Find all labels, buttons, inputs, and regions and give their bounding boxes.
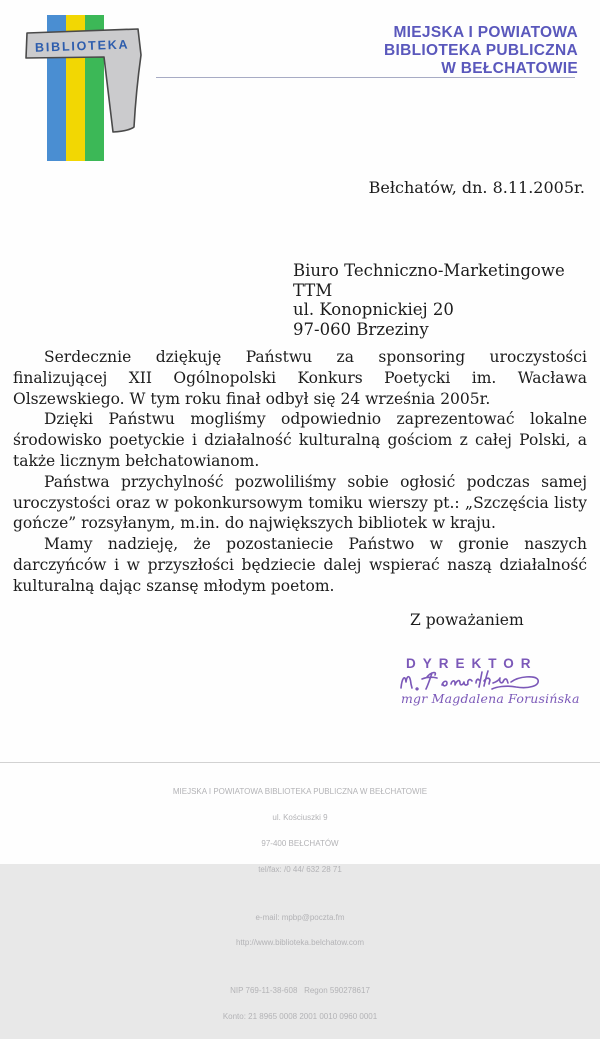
dateline: Bełchatów, dn. 8.11.2005r. [368,178,585,197]
header-org-line-3: W BEŁCHATOWIE [441,60,578,77]
footer-org: MIEJSKA I POWIATOWA BIBLIOTEKA PUBLICZNA W BEŁCHATOWIE [172,787,428,797]
header-divider-line [156,77,575,78]
footer-website: http://www.biblioteka.belchatow.com [235,938,365,948]
stamp-director-name: mgr Magdalena Forusińska [401,691,580,706]
recipient-city: 97-060 Brzeziny [293,319,429,339]
library-logo [0,0,160,175]
footer-email: e-mail: mpbp@poczta.fm [255,912,345,922]
footer-contact-block [0,771,600,1039]
stamp-director-title: DYREKTOR [406,656,538,671]
paragraph-2: Dzięki Państwu mogliśmy odpowiednio zaprezentować lokalne środowisko poetyckie i działalność kulturalną gościom z całej Polski, a także licznym bełchatowianom. [13,410,587,470]
letter-body [13,347,587,597]
logo-biblioteka-label: BIBLIOTEKA [34,37,130,55]
footer-tax-ids: NIP 769-11-38-608 Regon 590278617 [230,986,370,996]
footer-city: 97-400 BEŁCHATÓW [261,838,339,848]
footer-account: Konto: 21 8965 0008 2001 0010 0960 0001 [222,1012,378,1022]
footer-telfax: tel/fax: /0 44/ 632 28 71 [258,864,342,874]
footer-spacer-1 [0,891,600,896]
paragraph-3: Państwa przychylność pozwoliliśmy sobie ogłosić podczas samej uroczystości oraz w pokonkursowym tomiku wierszy pt.: „Szczęścia listy gończe” rozsyłanym, m.in. do największych bibliotek w kraju. [13,472,587,533]
header-org-line-2: BIBLIOTEKA PUBLICZNA [384,42,578,59]
recipient-address [293,261,593,339]
recipient-street: ul. Konopnickiej 20 [293,300,454,319]
paragraph-1: Serdecznie dziękuję Państwu za sponsoring uroczystości finalizującej XII Ogólnopolski Konkurs Poetycki im. Wacława Olszewskiego. W tym roku finał odbył się 24 września 2005r. [13,348,587,408]
paragraph-4: Mamy nadzieję, że pozostaniecie Państwo w gronie naszych darczyńców i w przyszłości będziecie dalej wspierać naszą działalność kulturalną dając szansę młodym poetom. [13,535,587,595]
header-org-line-1: MIEJSKA I POWIATOWA [393,24,578,41]
footer-address: ul. Kościuszki 9 [272,812,328,822]
recipient-name: Biuro Techniczno-Marketingowe TTM [293,261,565,300]
footer-spacer-2 [0,965,600,970]
header-org-name [300,24,578,78]
valediction: Z poważaniem [410,611,524,629]
footer-divider-line [0,762,600,763]
